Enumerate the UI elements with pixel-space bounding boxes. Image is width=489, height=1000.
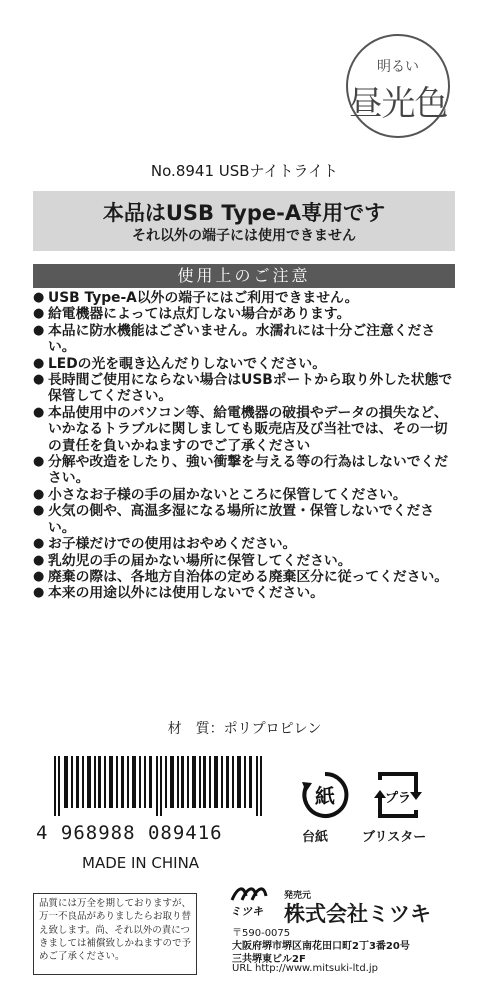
paper-mark-text: 紙	[315, 784, 335, 808]
paper-label: 台紙	[302, 830, 329, 845]
usb-type-a-notice	[33, 191, 455, 251]
usb-notice-line2: それ以外の端子には使用できません	[132, 228, 356, 244]
badge-title: 昼光色	[348, 84, 448, 124]
product-title: No.8941 USBナイトライト	[150, 162, 339, 180]
made-in-label: MADE IN CHINA	[82, 854, 200, 872]
caution-item: ● 本品に防水機能はございません。水濡れには十分ご注意ください。	[33, 323, 461, 356]
company-name: 株式会社ミツキ	[284, 902, 431, 926]
caution-item: ● 本来の用途以外には使用しないでください。	[33, 585, 461, 601]
seller-label: 発売元	[284, 891, 312, 901]
caution-item: ● 本品使用中のパソコン等、給電機器の破損やデータの損失など、いかなるトラブルに関しましても販売店及び当社では、その一切の責任を負いかねますのでご了承ください	[33, 405, 461, 454]
caution-item: ● 長時間ご使用にならない場合はUSBポートから取り外した状態で保管してください。	[33, 372, 461, 405]
caution-item: ● LEDの光を覗き込んだりしないでください。	[33, 356, 461, 372]
usb-notice-line1: 本品はUSB Type-A専用です	[102, 201, 386, 225]
quality-notice: 品質には万全を期しておりますが、万一不良品がありましたらお取り替え致します。尚、それ以外の責につきましては補償致しかねますので予めご了承ください。	[33, 893, 197, 975]
paper-recycle-icon	[300, 770, 350, 820]
caution-item: ● 給電機器によっては点灯しない場合があります。	[33, 306, 461, 322]
caution-item: ● 小さなお子様の手の届かないところに保管してください。	[33, 487, 461, 503]
caution-list	[33, 290, 461, 602]
barcode-icon	[50, 756, 270, 816]
caution-item: ● 火気の側や、高温多湿になる場所に放置・保管しないでください。	[33, 503, 461, 536]
caution-item: ● 分解や改造をしたり、強い衝撃を与える等の行為はしないでください。	[33, 454, 461, 487]
caution-item: ● USB Type-A以外の端子にはご利用できません。	[33, 290, 461, 306]
caution-item: ● 乳幼児の手の届かない場所に保管してください。	[33, 553, 461, 569]
company-address1: 大阪府堺市堺区南花田口町2丁3番20号	[232, 941, 410, 952]
plastic-mark-text: プラ	[384, 791, 412, 806]
company-postal: 〒590-0075	[232, 928, 291, 939]
company-url[interactable]: URL http://www.mitsuki-ltd.jp	[232, 963, 378, 974]
company-address2: 三共堺東ビル2F	[232, 954, 306, 965]
plastic-label: ブリスター	[362, 830, 427, 845]
logo-text: ミツキ	[230, 905, 263, 918]
plastic-recycle-icon	[374, 770, 422, 820]
badge-subtitle: 明るい	[377, 59, 419, 75]
caution-header: 使用上のご注意	[33, 264, 455, 288]
caution-item: ● 廃棄の際は、各地方自治体の定める廃棄区分に従ってください。	[33, 569, 461, 585]
daylight-color-badge	[346, 34, 450, 138]
mitsuki-logo-icon	[228, 884, 282, 922]
caution-item: ● お子様だけでの使用はおやめください。	[33, 536, 461, 552]
material-label: 材 質：ポリプロピレン	[167, 721, 322, 737]
barcode-number: 4 968988 089416	[36, 822, 223, 844]
